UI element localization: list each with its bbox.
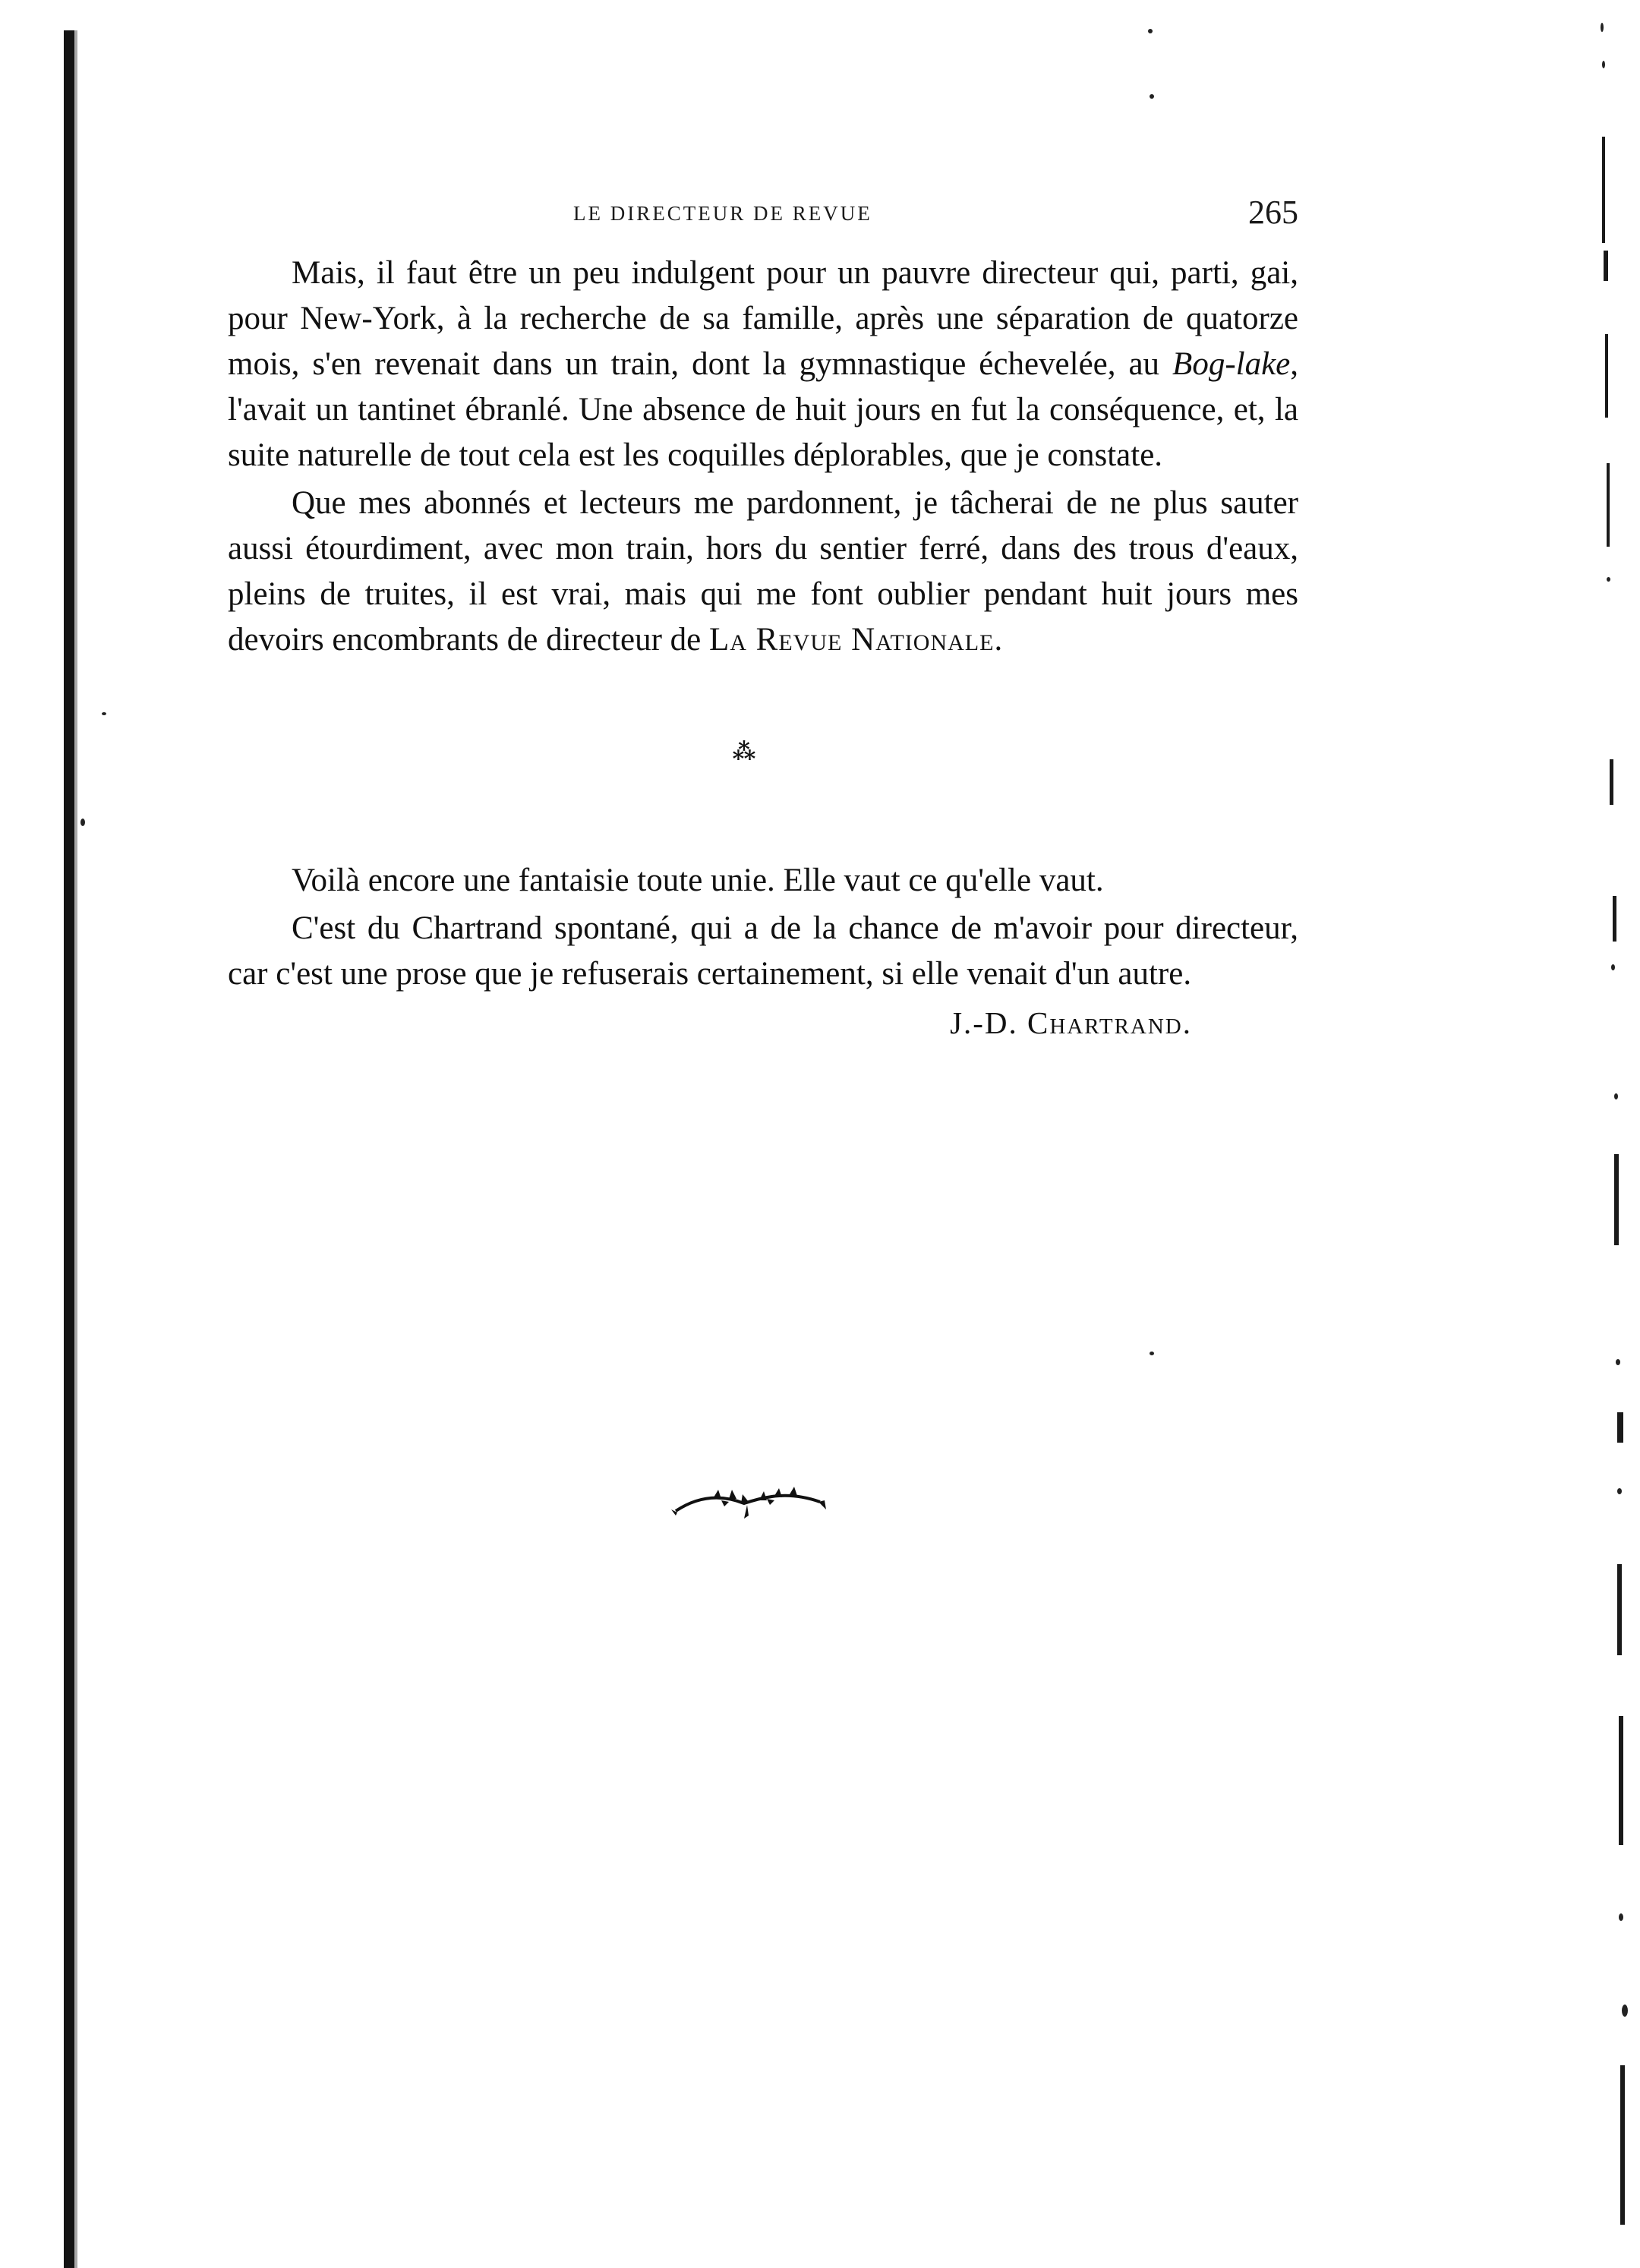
page-edge-right [1587, 0, 1640, 2268]
asterism: ⁂ [732, 740, 756, 765]
vine-ornament [668, 1473, 835, 1534]
running-head: LE DIRECTEUR DE REVUE [573, 202, 872, 225]
scan-speck [80, 819, 85, 826]
page-header [228, 194, 1298, 237]
scan-speck [1150, 94, 1154, 99]
paragraph-2-text-end: . [994, 622, 1003, 658]
paragraph-1 [228, 251, 1298, 478]
italic-place-name: Bog-lake [1172, 346, 1291, 382]
body-text [228, 251, 1298, 665]
closing-text [228, 858, 1298, 1046]
binding-edge-left [64, 30, 74, 2268]
closing-paragraph-2: C'est du Chartrand spontané, qui a de la chance de m'avoir pour directeur, car c'est une prose que je refuserais certainement, si elle venait d'un autre. [228, 910, 1298, 992]
page-number: 265 [1248, 194, 1298, 231]
paragraph-2 [228, 481, 1298, 663]
journal-name: La Revue Nationale [709, 622, 995, 658]
closing-paragraph-1: Voilà encore une fantaisie toute unie. Elle vaut ce qu'elle vaut. [292, 863, 1104, 898]
scan-speck [1150, 1352, 1154, 1355]
scan-speck [1148, 29, 1153, 33]
paragraph-2-text: Que mes abonnés et lecteurs me pardonnent, je tâcherai de ne plus sauter aussi étourdiment, avec mon train, hors du sentier ferré, dans des trous d'eaux, pleins de truites, il est vrai, mais qui me font oublier pendant huit jours mes devoirs encombrants de directeur de [228, 485, 1298, 658]
binding-edge-shadow [74, 30, 77, 2268]
signature: J.-D. Chartrand. [950, 1005, 1192, 1040]
paragraph-1-text: Mais, il faut être un peu indulgent pour un pauvre directeur qui, parti, gai, pour New-York, à la recherche de sa famille, après une séparation de quatorze mois, s'en revenait dans un train, dont la gymnastique échevelée, au [228, 255, 1298, 382]
scan-speck [102, 712, 106, 715]
paragraph-1-text-end: , l'avait un tantinet ébranlé. Une absence de huit jours en fut la conséquence, et, la suite naturelle de tout cela est les coquilles déplorables, que je constate. [228, 346, 1298, 473]
